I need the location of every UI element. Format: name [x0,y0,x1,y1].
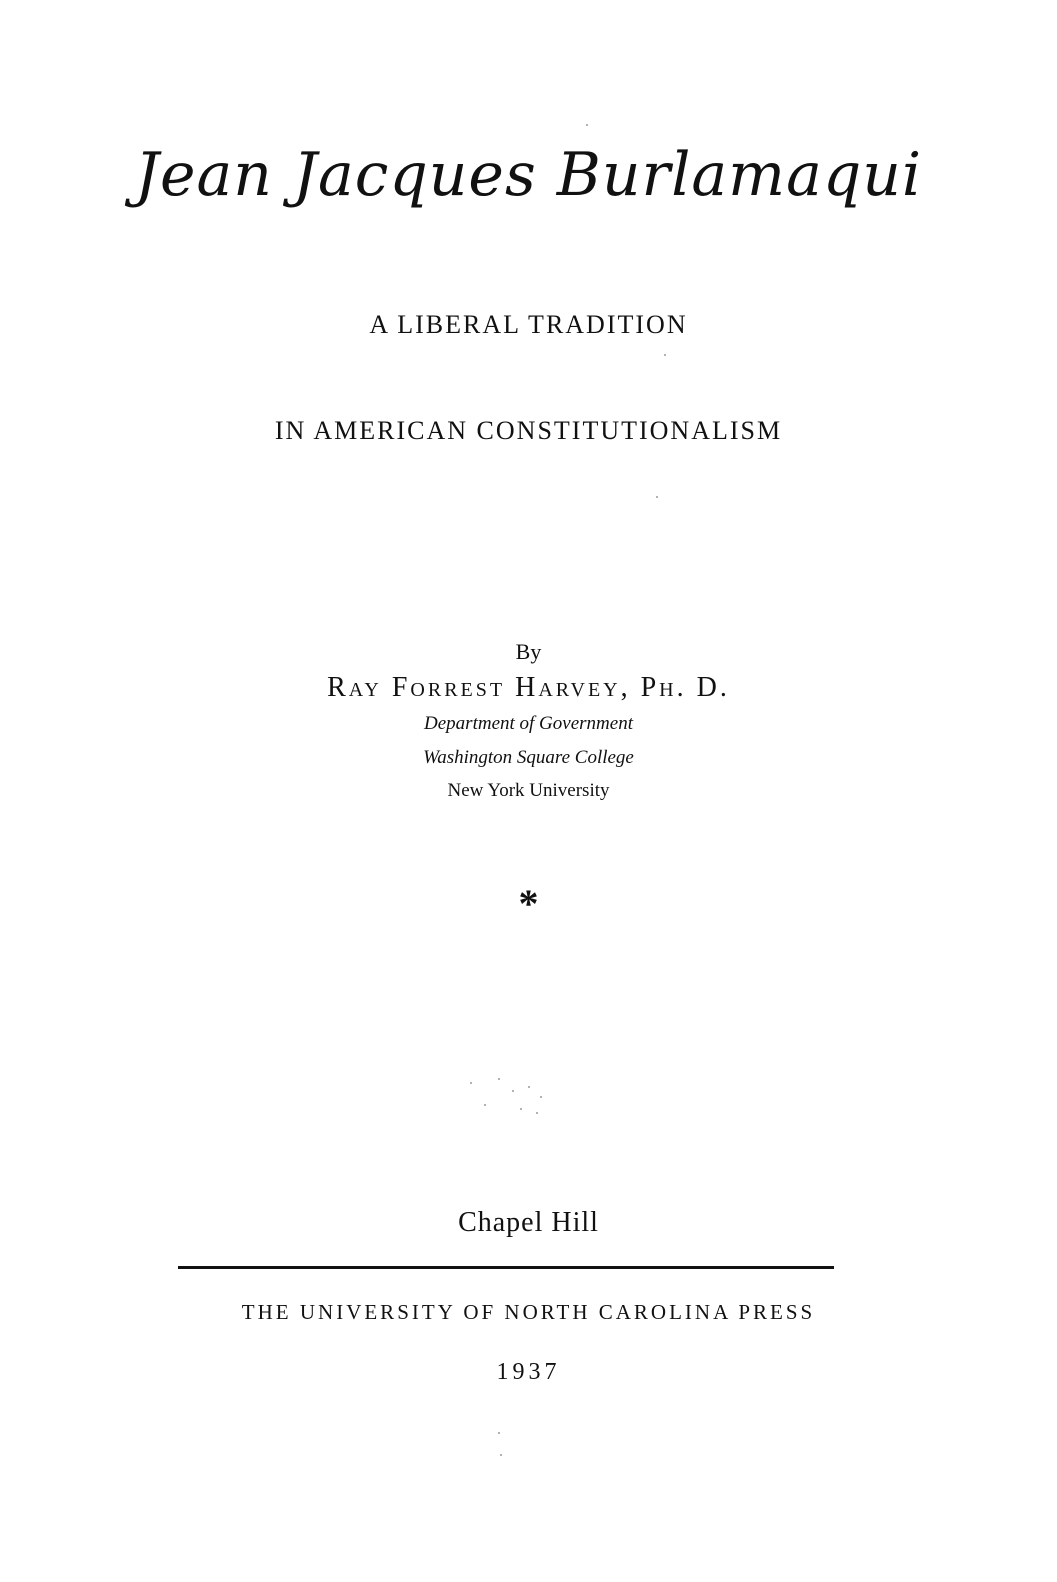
speck [512,1090,514,1092]
speck [500,1454,502,1456]
byline-prefix: By [515,639,542,664]
speck [536,1112,538,1114]
speck [656,496,658,498]
speck [520,1108,522,1110]
speck [484,1104,486,1106]
subtitle-line-2: IN AMERICAN CONSTITUTIONALISM [274,416,783,445]
subtitle-line-1: A LIBERAL TRADITION [369,310,688,339]
speck [586,124,588,126]
speck [498,1432,500,1434]
speck [540,1096,542,1098]
book-title: Jean Jacques Burlamaqui [134,140,923,210]
speck [498,1078,500,1080]
speck [664,354,666,356]
horizontal-rule [178,1266,834,1269]
asterisk-ornament: * [518,881,539,926]
publication-year: 1937 [496,1359,561,1385]
author-university: New York University [447,780,610,801]
publication-place: Chapel Hill [458,1207,599,1238]
speck [528,1086,530,1088]
author-college: Washington Square College [423,747,634,768]
author-name: Ray Forrest Harvey, Ph. D. [327,672,730,703]
speck [470,1082,472,1084]
author-department: Department of Government [424,713,633,734]
publisher-name: THE UNIVERSITY OF NORTH CAROLINA PRESS [241,1300,816,1324]
